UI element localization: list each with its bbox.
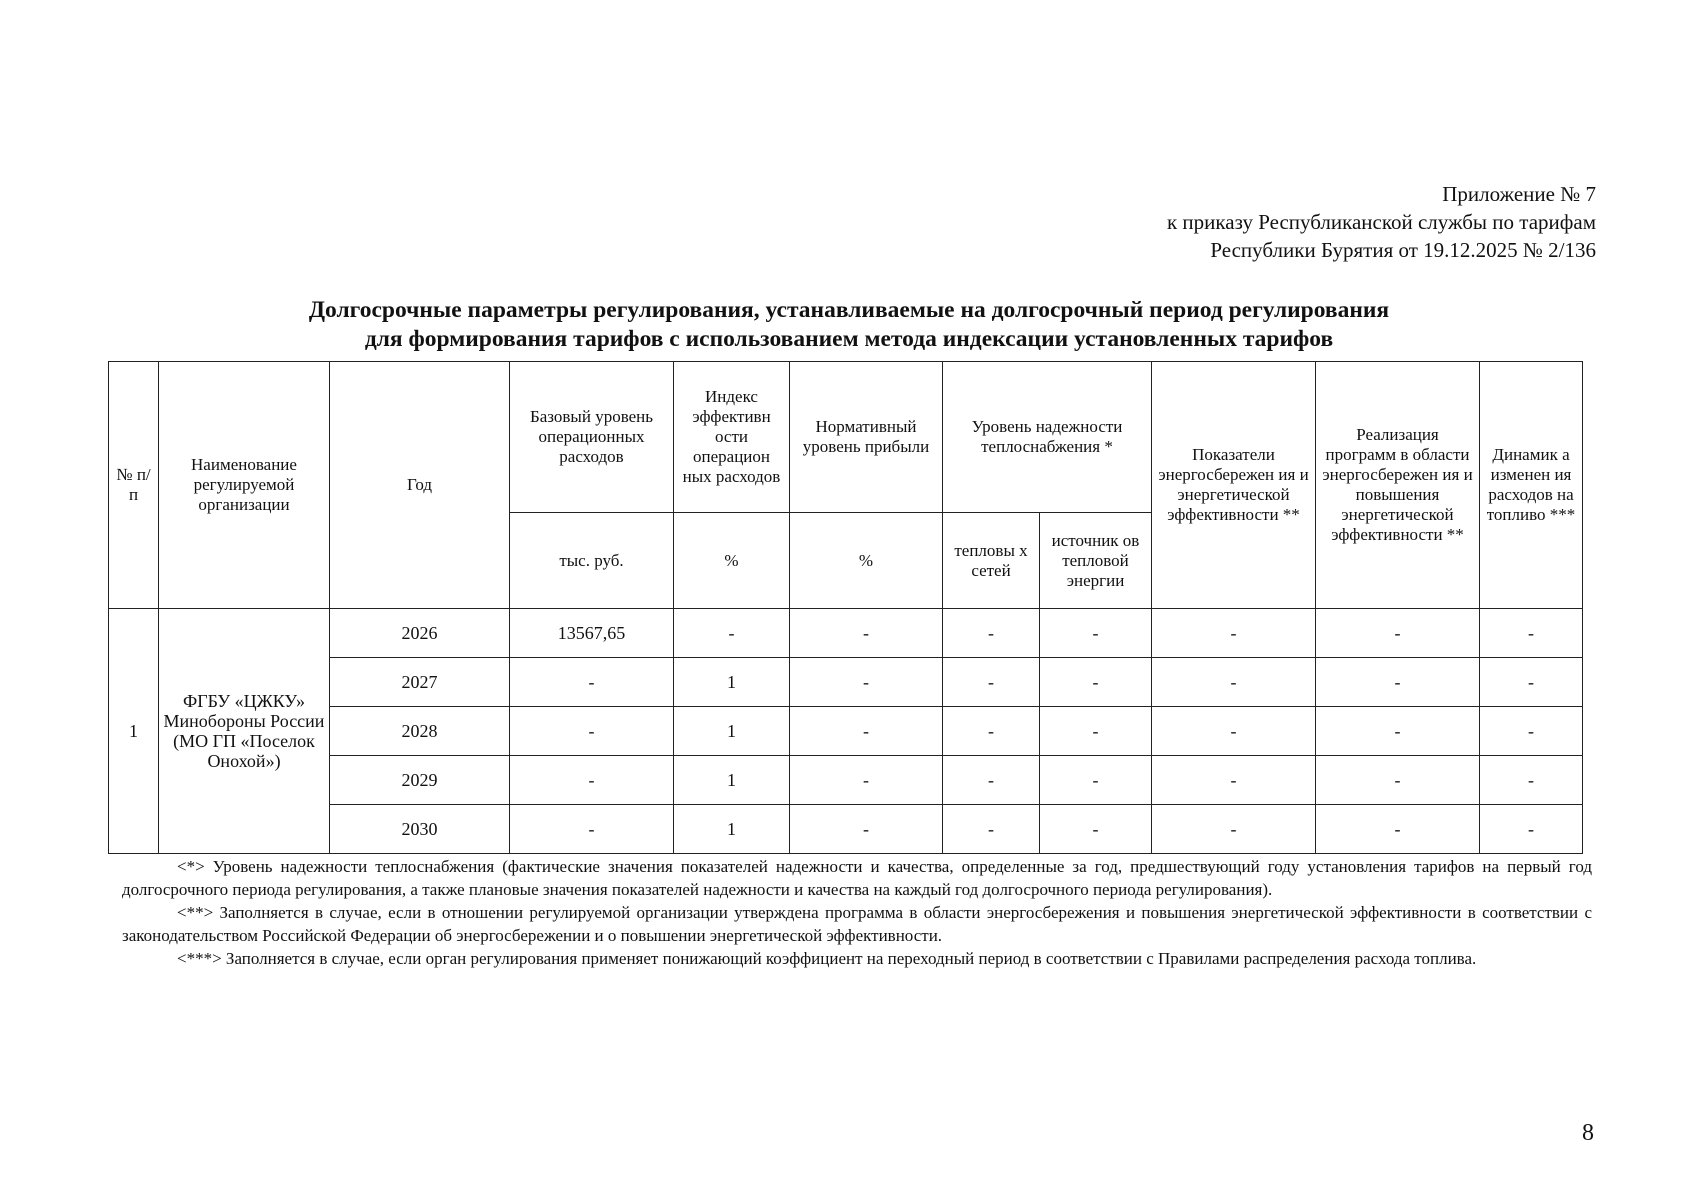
unit-sources: источник ов тепловой энергии [1040,513,1152,609]
header-efficiency-index: Индекс эффективн ости операцион ных расходов [674,362,790,513]
cell-index: 1 [674,658,790,707]
cell-sources: - [1040,658,1152,707]
appendix-line-2: к приказу Республиканской службы по тарифам [1166,210,1596,234]
unit-index: % [674,513,790,609]
unit-profit: % [790,513,943,609]
cell-year: 2030 [330,805,510,854]
cell-networks: - [943,658,1040,707]
cell-profit: - [790,658,943,707]
footnotes [122,855,1592,970]
cell-programs: - [1316,756,1480,805]
cell-fuel: - [1480,805,1583,854]
table-row [109,658,1583,707]
row-number: 1 [109,609,159,854]
cell-index: - [674,609,790,658]
cell-networks: - [943,805,1040,854]
cell-base: 13567,65 [510,609,674,658]
cell-fuel: - [1480,707,1583,756]
cell-year: 2029 [330,756,510,805]
cell-sources: - [1040,609,1152,658]
table-row [109,756,1583,805]
header-num: № п/п [109,362,159,609]
header-org: Наименование регулируемой организации [159,362,330,609]
cell-fuel: - [1480,609,1583,658]
table-header-row [109,362,1583,513]
header-profit-level: Нормативный уровень прибыли [790,362,943,513]
cell-programs: - [1316,609,1480,658]
cell-base: - [510,658,674,707]
title-line-1: Долгосрочные параметры регулирования, устанавливаемые на долгосрочный период регулирования [308,297,1390,323]
title-line-2: для формирования тарифов с использованием метода индексации установленных тарифов [364,326,1334,352]
cell-fuel: - [1480,658,1583,707]
cell-energy-saving: - [1152,609,1316,658]
appendix-header [1167,180,1596,264]
table-row [109,609,1583,658]
cell-base: - [510,707,674,756]
cell-index: 1 [674,707,790,756]
parameters-table [108,361,1583,854]
table-row [109,805,1583,854]
cell-sources: - [1040,805,1152,854]
header-year: Год [330,362,510,609]
header-programs: Реализация программ в области энергосбережен ия и повышения энергетической эффективности ** [1316,362,1480,609]
unit-base: тыс. руб. [510,513,674,609]
cell-energy-saving: - [1152,805,1316,854]
appendix-line-3: Республики Бурятия от 19.12.2025 № 2/136 [1210,238,1596,262]
cell-sources: - [1040,756,1152,805]
cell-index: 1 [674,805,790,854]
footnote-reliability: <*> Уровень надежности теплоснабжения (фактические значения показателей надежности и качества, определенные за год, предшествующий году установления тарифов на первый год долгосрочного периода регулирования, а также плановые значения показателей надежности и качества на каждый год долгосрочного периода регулирования). [122,857,1592,899]
unit-networks: тепловы х сетей [943,513,1040,609]
appendix-line-1: Приложение № 7 [1442,182,1596,206]
cell-programs: - [1316,658,1480,707]
cell-index: 1 [674,756,790,805]
cell-programs: - [1316,805,1480,854]
header-base-opex: Базовый уровень операционных расходов [510,362,674,513]
cell-profit: - [790,609,943,658]
organization-name: ФГБУ «ЦЖКУ» Минобороны России (МО ГП «Поселок Онохой») [159,609,330,854]
cell-year: 2027 [330,658,510,707]
cell-base: - [510,805,674,854]
cell-energy-saving: - [1152,707,1316,756]
footnote-energy-saving: <**> Заполняется в случае, если в отношении регулируемой организации утверждена программа в области энергосбережения и повышения энергетической эффективности в соответствии с законодательством Российской Федерации об энергосбережении и о повышении энергетической эффективности. [122,903,1592,945]
cell-year: 2026 [330,609,510,658]
cell-sources: - [1040,707,1152,756]
cell-networks: - [943,707,1040,756]
cell-profit: - [790,707,943,756]
table-row [109,707,1583,756]
cell-base: - [510,756,674,805]
cell-energy-saving: - [1152,756,1316,805]
cell-year: 2028 [330,707,510,756]
cell-energy-saving: - [1152,658,1316,707]
footnote-fuel: <***> Заполняется в случае, если орган регулирования применяет понижающий коэффициент на переходный период в соответствии с Правилами распределения расхода топлива. [177,949,1477,968]
page-number: 8 [1582,1120,1594,1146]
cell-profit: - [790,805,943,854]
cell-profit: - [790,756,943,805]
header-energy-saving: Показатели энергосбережен ия и энергетической эффективности ** [1152,362,1316,609]
document-title [110,296,1588,354]
cell-fuel: - [1480,756,1583,805]
cell-networks: - [943,609,1040,658]
cell-programs: - [1316,707,1480,756]
header-reliability: Уровень надежности теплоснабжения * [943,362,1152,513]
cell-networks: - [943,756,1040,805]
header-fuel-dynamics: Динамик а изменен ия расходов на топливо *** [1480,362,1583,609]
